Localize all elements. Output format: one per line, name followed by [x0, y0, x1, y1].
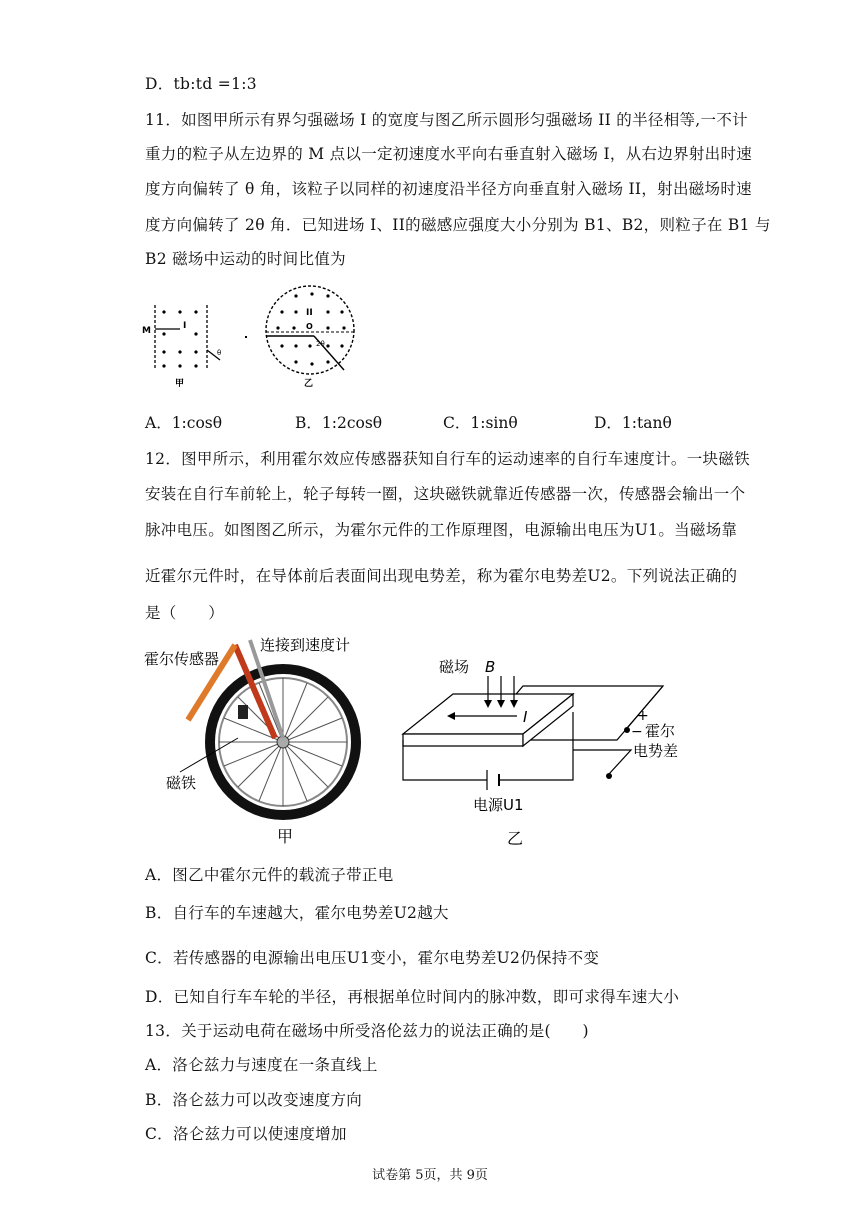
q12-yi-caption: 乙 — [507, 829, 524, 848]
q11-option-c: C．1:sinθ — [443, 414, 518, 432]
q12-yi-label-field: 磁场 — [439, 658, 470, 676]
q12-stem-line-3: 脉冲电压。如图图乙所示，为霍尔元件的工作原理图，电源输出电压为U1。当磁场靠 — [145, 521, 738, 539]
q12-stem-line-4: 近霍尔元件时，在导体前后表面间出现电势差，称为霍尔电势差U2。下列说法正确的 — [145, 567, 738, 585]
q12-jia-label-connect: 连接到速度计 — [260, 636, 351, 654]
q11-yi-label-o: O — [306, 322, 313, 331]
q12-jia-label-sensor: 霍尔传感器 — [144, 650, 220, 668]
q12-figure-jia — [140, 630, 370, 850]
q11-jia-caption: 甲 — [175, 379, 185, 389]
q13-option-b: B．洛仑兹力可以改变速度方向 — [145, 1091, 363, 1109]
q11-jia-label-i: I — [183, 321, 187, 331]
q11-yi-caption: 乙 — [304, 379, 314, 389]
q11-jia-label-theta: θ — [217, 349, 222, 357]
q11-stem-line-4: 度方向偏转了 2θ 角．已知进场 I、II的磁感应强度大小分别为 B1、B2，则粒子在 B1 与 — [145, 216, 771, 234]
q11-stem-line-5: B2 磁场中运动的时间比值为 — [145, 250, 346, 268]
q10-option-d: D．tb:td =1:3 — [145, 75, 257, 93]
q11-stem-line-3: 度方向偏转了 θ 角，该粒子以同样的初速度沿半径方向垂直射入磁场 II，射出磁场时速 — [145, 180, 752, 198]
q11-figure-yi — [260, 282, 370, 394]
q11-figure-separator-dot — [245, 336, 247, 338]
q13-option-c: C．洛仑兹力可以使速度增加 — [145, 1125, 347, 1143]
q11-option-d: D．1:tanθ — [594, 414, 672, 432]
q12-jia-caption: 甲 — [277, 827, 294, 846]
q12-yi-label-hall2: 电势差 — [633, 742, 679, 760]
q13-option-a: A．洛仑兹力与速度在一条直线上 — [145, 1056, 378, 1074]
q12-option-b: B．自行车的车速越大，霍尔电势差U2越大 — [145, 904, 449, 922]
q12-yi-label-plus: + — [637, 708, 649, 724]
q12-yi-label-i: I — [523, 708, 528, 726]
q11-yi-label-ii: II — [306, 308, 313, 318]
q12-yi-label-source: 电源U1 — [473, 796, 524, 814]
q13-stem: 13．关于运动电荷在磁场中所受洛伦兹力的说法正确的是( ) — [145, 1022, 589, 1040]
q11-figure-jia — [140, 300, 235, 395]
q11-stem-line-1: 11．如图甲所示有界匀强磁场 I 的宽度与图乙所示圆形匀强磁场 II 的半径相等,一不计 — [145, 111, 748, 129]
q12-yi-label-b: B — [485, 658, 496, 676]
q12-jia-label-magnet: 磁铁 — [166, 774, 197, 792]
q12-option-a: A．图乙中霍尔元件的载流子带正电 — [145, 866, 394, 884]
q12-figure-yi — [395, 650, 695, 850]
page-footer: 试卷第 5页，共 9页 — [372, 1168, 488, 1183]
q12-stem-line-1: 12．图甲所示，利用霍尔效应传感器获知自行车的运动速率的自行车速度计。一块磁铁 — [145, 450, 750, 468]
q11-option-b: B．1:2cosθ — [295, 414, 383, 432]
q11-stem-line-2: 重力的粒子从左边界的 M 点以一定初速度水平向右垂直射入磁场 I，从右边界射出时速 — [145, 145, 753, 163]
q11-option-a: A．1:cosθ — [145, 414, 223, 432]
q11-jia-label-m: M — [142, 326, 151, 336]
q12-yi-label-hall1: 霍尔 — [645, 722, 676, 740]
q12-stem-line-5: 是（ ） — [145, 604, 225, 622]
q11-yi-label-2theta: 2θ — [316, 340, 325, 348]
q12-option-c: C．若传感器的电源输出电压U1变小，霍尔电势差U2仍保持不变 — [145, 949, 600, 967]
q12-stem-line-2: 安装在自行车前轮上，轮子每转一圈，这块磁铁就靠近传感器一次，传感器会输出一个 — [145, 485, 746, 503]
q12-yi-label-minus: − — [631, 724, 643, 740]
q12-option-d: D．已知自行车车轮的半径，再根据单位时间内的脉冲数，即可求得车速大小 — [145, 988, 680, 1006]
